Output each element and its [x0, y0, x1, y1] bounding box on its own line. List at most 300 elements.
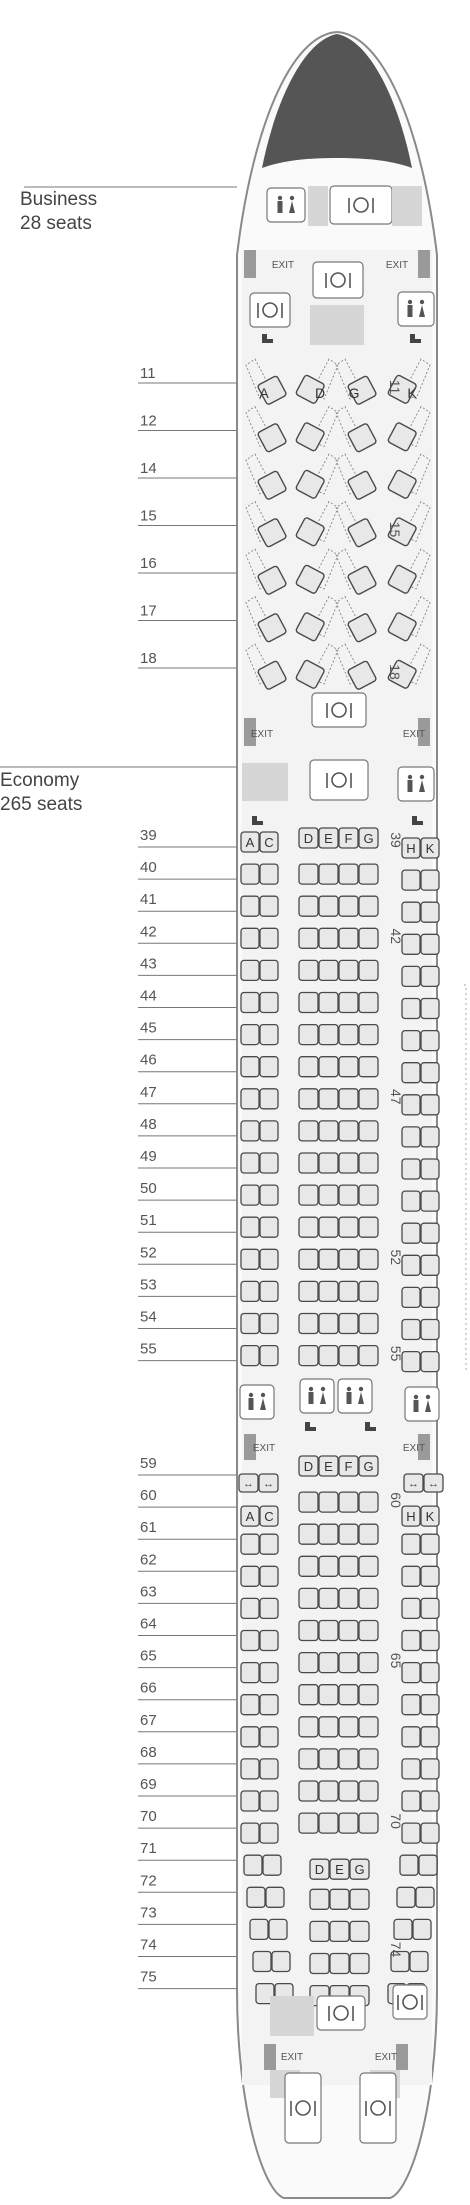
economy-seat — [299, 1588, 318, 1608]
economy-seat — [319, 896, 338, 916]
galley-box — [317, 1996, 365, 2030]
economy-seat — [241, 960, 259, 980]
economy-seat — [339, 1153, 358, 1173]
economy-seat — [260, 1121, 278, 1141]
economy-row-number: 65 — [140, 1647, 157, 1665]
economy-row-number: 45 — [140, 1019, 157, 1037]
lavatory-woman-head — [359, 1387, 363, 1391]
lavatory-man-head — [249, 1393, 253, 1397]
aisle-row-number: 55 — [388, 1345, 404, 1362]
economy-seat — [339, 960, 358, 980]
business-column-letter: G — [348, 385, 360, 401]
economy-column-letter: C — [264, 835, 274, 850]
economy-front-galley-block — [242, 763, 288, 801]
business-row-number: 15 — [140, 507, 157, 525]
economy-seat — [299, 1281, 318, 1301]
economy-row-number: 47 — [140, 1083, 157, 1101]
economy-seat — [402, 1031, 420, 1051]
economy-row-number: 59 — [140, 1455, 157, 1472]
business-title: Business — [20, 189, 98, 210]
economy-seat — [339, 1121, 358, 1141]
economy-row-number: 72 — [140, 1872, 157, 1890]
economy-seat — [319, 1121, 338, 1141]
economy-seat — [319, 1685, 338, 1705]
business-row-number: 16 — [140, 555, 157, 572]
economy-seat — [421, 1255, 439, 1275]
economy-seat — [260, 1346, 278, 1366]
economy-row-number: 71 — [140, 1840, 157, 1858]
economy-seat — [260, 1153, 278, 1173]
economy-seat — [359, 1813, 378, 1833]
economy-seat — [400, 1855, 418, 1875]
economy-seat — [402, 1534, 420, 1554]
exit-label: EXIT — [402, 729, 426, 740]
exit-label: EXIT — [252, 1443, 276, 1454]
economy-seat — [330, 1954, 349, 1974]
economy-column-letter: D — [303, 831, 314, 846]
economy-column-letter: C — [264, 1509, 274, 1525]
exit-door — [264, 2044, 276, 2070]
economy-row-number: 52 — [140, 1244, 157, 1262]
lavatory-box — [300, 1379, 334, 1413]
lavatory-box — [405, 1387, 439, 1421]
economy-column-letter: F — [344, 831, 353, 846]
lavatory-man-head — [347, 1387, 351, 1391]
economy-seat — [350, 1889, 369, 1909]
economy-row-number: 40 — [140, 859, 157, 877]
economy-seat — [299, 864, 318, 884]
exit-label: EXIT — [374, 2052, 398, 2063]
economy-seat — [260, 1057, 278, 1077]
economy-row-number: 64 — [140, 1615, 157, 1633]
economy-seat — [421, 1127, 439, 1147]
economy-seat — [421, 1663, 439, 1683]
economy-row-number: 44 — [140, 987, 157, 1005]
economy-column-letter: D — [314, 1862, 325, 1878]
economy-seat — [402, 1191, 420, 1211]
economy-seat — [266, 1887, 284, 1907]
economy-seat — [299, 993, 318, 1013]
economy-seat — [402, 1159, 420, 1179]
rear-galley-block — [270, 1996, 314, 2036]
economy-seat — [421, 1095, 439, 1115]
lavatory-man-head — [414, 1395, 418, 1399]
economy-seat — [299, 1249, 318, 1269]
overhead-bin-guide — [464, 985, 466, 1370]
economy-seat — [339, 1057, 358, 1077]
economy-seat — [421, 1823, 439, 1843]
economy-seat — [421, 1631, 439, 1651]
economy-seat — [241, 1631, 259, 1651]
economy-seat — [397, 1887, 415, 1907]
economy-seat — [319, 1556, 338, 1576]
economy-seat — [339, 1813, 358, 1833]
economy-seat — [241, 1663, 259, 1683]
economy-column-letter: E — [335, 1862, 344, 1878]
economy-seat — [410, 1952, 428, 1972]
economy-seat — [241, 1217, 259, 1237]
economy-seat — [359, 1524, 378, 1544]
economy-seat — [260, 1663, 278, 1683]
economy-seat — [350, 1921, 369, 1941]
economy-seat — [299, 896, 318, 916]
lavatory-woman-head — [420, 300, 424, 304]
lavatory-man-body — [408, 305, 413, 317]
lavatory-man-body — [278, 201, 283, 213]
economy-seat — [319, 1089, 338, 1109]
economy-seat — [260, 1025, 278, 1045]
economy-seat — [299, 1314, 318, 1334]
economy-seat — [272, 1952, 290, 1972]
economy-seat — [359, 1314, 378, 1334]
economy-seat — [247, 1887, 265, 1907]
business-row-number: 12 — [140, 412, 157, 430]
economy-seat — [402, 1759, 420, 1779]
economy-seat-count: 265 seats — [0, 794, 83, 815]
economy-seat — [359, 1781, 378, 1801]
lavatory-man-body — [347, 1392, 352, 1404]
galley-box — [250, 293, 290, 327]
economy-seat — [421, 1223, 439, 1243]
economy-seat — [260, 1534, 278, 1554]
economy-column-letter: E — [324, 1459, 333, 1474]
economy-seat — [260, 1566, 278, 1586]
economy-seat — [359, 928, 378, 948]
economy-seat — [402, 1127, 420, 1147]
business-row-number: 11 — [140, 365, 156, 382]
economy-seat — [339, 1217, 358, 1237]
economy-seat — [359, 1121, 378, 1141]
economy-seat — [359, 1249, 378, 1269]
lavatory-woman-head — [290, 196, 294, 200]
economy-seat — [260, 960, 278, 980]
galley-box — [310, 760, 368, 800]
economy-seat — [359, 1717, 378, 1737]
economy-seat — [421, 1031, 439, 1051]
lavatory-man-head — [408, 300, 412, 304]
economy-seat — [241, 1314, 259, 1334]
economy-seat — [241, 1089, 259, 1109]
economy-row-number: 74 — [140, 1936, 157, 1954]
economy-seat — [339, 1588, 358, 1608]
economy-seat — [339, 1556, 358, 1576]
economy-seat — [241, 1534, 259, 1554]
economy-row-number: 62 — [140, 1551, 157, 1569]
economy-row-number: 60 — [140, 1487, 157, 1505]
economy-seat — [299, 1121, 318, 1141]
economy-seat — [319, 864, 338, 884]
economy-seat — [421, 1759, 439, 1779]
economy-seat — [241, 1249, 259, 1269]
economy-seat — [299, 1089, 318, 1109]
economy-seat — [299, 1813, 318, 1833]
economy-seat — [421, 1695, 439, 1715]
economy-seat — [402, 1695, 420, 1715]
economy-column-letter: E — [324, 831, 333, 846]
economy-column-letter: A — [245, 835, 255, 850]
economy-seat — [359, 993, 378, 1013]
economy-seat — [319, 1185, 338, 1205]
economy-column-letter: G — [363, 831, 374, 846]
front-galley-block — [308, 186, 328, 226]
economy-seat — [421, 1727, 439, 1747]
aisle-row-number: 39 — [388, 832, 404, 848]
economy-column-letter: A — [245, 1509, 255, 1525]
economy-seat — [339, 1621, 358, 1641]
economy-seat — [359, 1025, 378, 1045]
economy-seat — [339, 1524, 358, 1544]
nose-cone — [262, 34, 412, 168]
economy-seat — [421, 1287, 439, 1307]
economy-seat — [310, 1889, 329, 1909]
economy-column-letter: H — [406, 841, 416, 856]
lavatory-man-body — [414, 1400, 419, 1412]
economy-seat — [402, 1063, 420, 1083]
economy-seat — [241, 993, 259, 1013]
lavatory-box — [338, 1379, 372, 1413]
aisle-row-number: 18 — [387, 664, 403, 680]
exit-arrow-icon: ↔ — [428, 1478, 439, 1490]
business-row-number: 17 — [140, 602, 157, 620]
aisle-row-number: 52 — [388, 1249, 404, 1266]
economy-seat — [359, 1588, 378, 1608]
lavatory-man-body — [408, 780, 413, 792]
economy-seat — [359, 1281, 378, 1301]
economy-row-number: 43 — [140, 955, 157, 973]
economy-seat — [359, 1217, 378, 1237]
galley-box — [330, 186, 392, 224]
economy-row-number: 46 — [140, 1051, 157, 1069]
economy-seat — [260, 1314, 278, 1334]
economy-seat — [260, 1185, 278, 1205]
economy-seat — [339, 1781, 358, 1801]
lavatory-woman-head — [321, 1387, 325, 1391]
economy-seat — [421, 1566, 439, 1586]
economy-row-number: 73 — [140, 1904, 157, 1922]
economy-seat — [359, 1153, 378, 1173]
economy-seat — [269, 1919, 287, 1939]
economy-row-number: 53 — [140, 1276, 157, 1294]
economy-seat — [241, 1185, 259, 1205]
economy-seat — [319, 1057, 338, 1077]
business-column-letter: D — [314, 385, 326, 401]
economy-seat — [359, 1089, 378, 1109]
lavatory-man-body — [249, 1398, 254, 1410]
economy-seat — [299, 960, 318, 980]
aisle-row-number: 70 — [388, 1813, 404, 1829]
economy-column-letter: G — [354, 1862, 365, 1878]
economy-seat — [319, 1588, 338, 1608]
economy-seat — [339, 1717, 358, 1737]
economy-seat — [260, 1823, 278, 1843]
economy-seat — [241, 1823, 259, 1843]
economy-row-number: 61 — [140, 1519, 157, 1537]
business-galley-block — [310, 305, 364, 345]
aisle-row-number: 47 — [388, 1089, 404, 1105]
aisle-row-number: 11 — [387, 379, 403, 395]
economy-seat — [253, 1952, 271, 1972]
economy-seat — [402, 1566, 420, 1586]
economy-seat — [263, 1855, 281, 1875]
aisle-row-number: 15 — [387, 521, 403, 538]
economy-seat — [310, 1921, 329, 1941]
economy-seat — [241, 1057, 259, 1077]
economy-seat — [241, 1791, 259, 1811]
exit-label: EXIT — [271, 260, 295, 271]
economy-row-number: 42 — [140, 923, 157, 941]
economy-row-number: 50 — [140, 1180, 157, 1198]
lavatory-woman-head — [420, 775, 424, 779]
economy-row-number: 51 — [140, 1212, 157, 1230]
exit-door — [396, 2044, 408, 2070]
economy-seat — [402, 1727, 420, 1747]
economy-seat — [359, 1653, 378, 1673]
economy-seat — [359, 960, 378, 980]
economy-seat — [319, 1249, 338, 1269]
economy-row-number: 55 — [140, 1340, 157, 1358]
economy-seat — [339, 1185, 358, 1205]
economy-seat — [241, 1598, 259, 1618]
economy-seat — [416, 1887, 434, 1907]
lavatory-man-body — [309, 1392, 314, 1404]
economy-seat — [339, 1314, 358, 1334]
front-galley-block-right — [392, 186, 422, 226]
economy-seat — [319, 1653, 338, 1673]
economy-seat — [421, 902, 439, 922]
economy-seat — [299, 1057, 318, 1077]
economy-seat — [339, 993, 358, 1013]
economy-seat — [241, 1566, 259, 1586]
economy-seat — [260, 1089, 278, 1109]
economy-seat — [319, 1314, 338, 1334]
economy-seat — [299, 1621, 318, 1641]
economy-seat — [402, 870, 420, 890]
economy-title: Economy — [0, 770, 80, 791]
economy-seat — [339, 1281, 358, 1301]
economy-row-number: 67 — [140, 1711, 157, 1729]
economy-seat — [319, 1749, 338, 1769]
economy-column-letter: K — [425, 841, 435, 856]
economy-seat — [359, 1492, 378, 1512]
economy-seat — [319, 1217, 338, 1237]
economy-seat — [359, 1556, 378, 1576]
exit-label: EXIT — [385, 260, 409, 271]
economy-seat — [241, 1281, 259, 1301]
aisle-row-number: 74 — [388, 1941, 404, 1958]
business-row-number: 18 — [140, 650, 157, 667]
economy-seat — [421, 1191, 439, 1211]
economy-row-number: 41 — [140, 891, 157, 909]
exit-door — [418, 250, 430, 278]
aisle-row-number: 65 — [388, 1652, 404, 1669]
economy-seat — [421, 1791, 439, 1811]
economy-row-number: 49 — [140, 1148, 157, 1165]
economy-row-number: 69 — [140, 1776, 157, 1793]
economy-seat — [299, 1217, 318, 1237]
business-column-letter: A — [259, 385, 269, 401]
economy-seat — [241, 1695, 259, 1715]
economy-seat — [299, 1492, 318, 1512]
economy-seat — [421, 1063, 439, 1083]
economy-seat — [260, 928, 278, 948]
economy-seat — [319, 928, 338, 948]
economy-seat — [339, 1249, 358, 1269]
economy-column-letter: F — [344, 1459, 353, 1474]
economy-seat — [241, 1727, 259, 1747]
economy-seat — [421, 1320, 439, 1340]
economy-seat — [260, 896, 278, 916]
economy-row-number: 48 — [140, 1115, 157, 1133]
economy-seat — [359, 896, 378, 916]
economy-seat — [402, 1631, 420, 1651]
economy-seat — [359, 1685, 378, 1705]
economy-seat — [299, 1556, 318, 1576]
economy-seat — [339, 1685, 358, 1705]
galley-box — [312, 693, 366, 727]
economy-seat — [330, 1921, 349, 1941]
economy-seat — [241, 1121, 259, 1141]
economy-seat — [339, 1346, 358, 1366]
economy-seat — [241, 896, 259, 916]
lavatory-box — [398, 767, 434, 801]
economy-seat — [413, 1919, 431, 1939]
economy-seat — [299, 1653, 318, 1673]
economy-seat — [260, 993, 278, 1013]
economy-seat — [299, 1717, 318, 1737]
exit-label: EXIT — [250, 729, 274, 740]
economy-seat — [421, 1598, 439, 1618]
economy-seat — [402, 966, 420, 986]
economy-seat — [319, 1524, 338, 1544]
economy-seat — [319, 1717, 338, 1737]
economy-seat — [421, 934, 439, 954]
economy-seat — [330, 1889, 349, 1909]
economy-seat — [299, 1025, 318, 1045]
lavatory-box — [398, 292, 434, 326]
economy-seat — [319, 1153, 338, 1173]
economy-seat — [339, 1089, 358, 1109]
economy-seat — [260, 1281, 278, 1301]
lavatory-box — [267, 188, 305, 222]
economy-seat — [421, 1159, 439, 1179]
lavatory-man-head — [309, 1387, 313, 1391]
economy-seat — [260, 1727, 278, 1747]
economy-seat — [244, 1855, 262, 1875]
economy-seat — [421, 966, 439, 986]
economy-seat — [299, 1346, 318, 1366]
economy-seat — [260, 1598, 278, 1618]
economy-row-number: 39 — [140, 827, 157, 844]
economy-seat — [260, 864, 278, 884]
business-seat-count: 28 seats — [20, 213, 92, 234]
business-row-number: 14 — [140, 460, 157, 477]
economy-seat — [419, 1855, 437, 1875]
economy-seat — [350, 1954, 369, 1974]
economy-seat — [299, 1781, 318, 1801]
economy-seat — [319, 993, 338, 1013]
economy-seat — [319, 1281, 338, 1301]
exit-arrow-icon: ↔ — [263, 1478, 274, 1490]
economy-seat — [402, 1598, 420, 1618]
economy-seat — [241, 1025, 259, 1045]
economy-seat — [241, 928, 259, 948]
economy-seat — [359, 1621, 378, 1641]
economy-seat — [260, 1695, 278, 1715]
economy-seat — [421, 1352, 439, 1372]
economy-seat — [402, 1791, 420, 1811]
economy-row-number: 54 — [140, 1308, 157, 1326]
aisle-row-number: 42 — [388, 928, 404, 945]
